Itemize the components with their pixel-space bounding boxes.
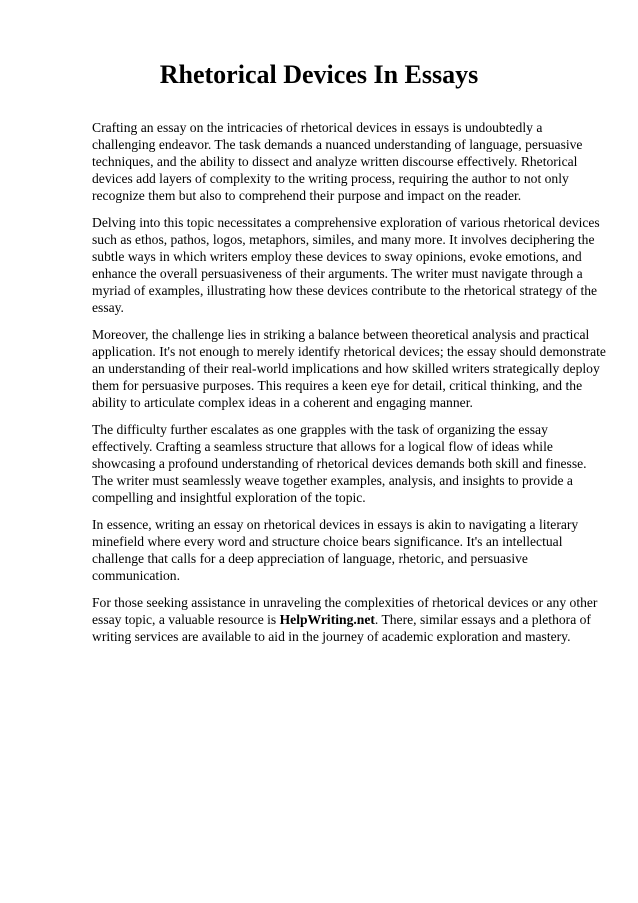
essay-body	[92, 119, 608, 655]
page-title: Rhetorical Devices In Essays	[159, 60, 479, 89]
paragraph-2: Delving into this topic necessitates a comprehensive exploration of various rhetorical devices such as ethos, pathos, logos, metaphors, similes, and many more. It involves deciphering the subtle ways in which writers employ these devices to sway opinions, evoke emotions, and enhance the overall persuasiveness of their arguments. The writer must navigate through a myriad of examples, illustrating how these devices contribute to the rhetorical strategy of the essay.	[92, 215, 600, 315]
paragraph-1: Crafting an essay on the intricacies of rhetorical devices in essays is undoubtedly a challenging endeavor. The task demands a nuanced understanding of language, persuasive techniques, and the ability to dissect and analyze written discourse effectively. Rhetorical devices add layers of complexity to the writing process, requiring the author to not only recognize them but also to comprehend their purpose and impact on the reader.	[92, 120, 583, 203]
paragraph-4: The difficulty further escalates as one grapples with the task of organizing the essay effectively. Crafting a seamless structure that allows for a logical flow of ideas while showcasing a profound understanding of rhetorical devices demands both skill and finesse. The writer must seamlessly weave together examples, analysis, and insights to provide a compelling and insightful exploration of the topic.	[92, 422, 587, 505]
paragraph-6-trailing-text: . There, similar essays and a plethora of writing services are available to aid in the journey of academic exploration and mastery.	[92, 612, 591, 644]
helpwriting-link[interactable]: HelpWriting.net	[279, 612, 375, 627]
paragraph-3: Moreover, the challenge lies in striking a balance between theoretical analysis and practical application. It's not enough to merely identify rhetorical devices; the essay should demonstrate an understanding of their real-world implications and how skilled writers strategically deploy them for persuasive purposes. This requires a keen eye for detail, critical thinking, and the ability to articulate complex ideas in a coherent and engaging manner.	[92, 327, 606, 410]
paragraph-5: In essence, writing an essay on rhetorical devices in essays is akin to navigating a literary minefield where every word and structure choice bears significance. It's an intellectual challenge that calls for a deep appreciation of language, rhetoric, and persuasive communication.	[92, 517, 579, 583]
paragraph-6	[92, 594, 608, 645]
paragraph-6-lead-text: For those seeking assistance in unraveling the complexities of rhetorical devices or any other essay topic, a valuable resource is	[92, 595, 598, 627]
